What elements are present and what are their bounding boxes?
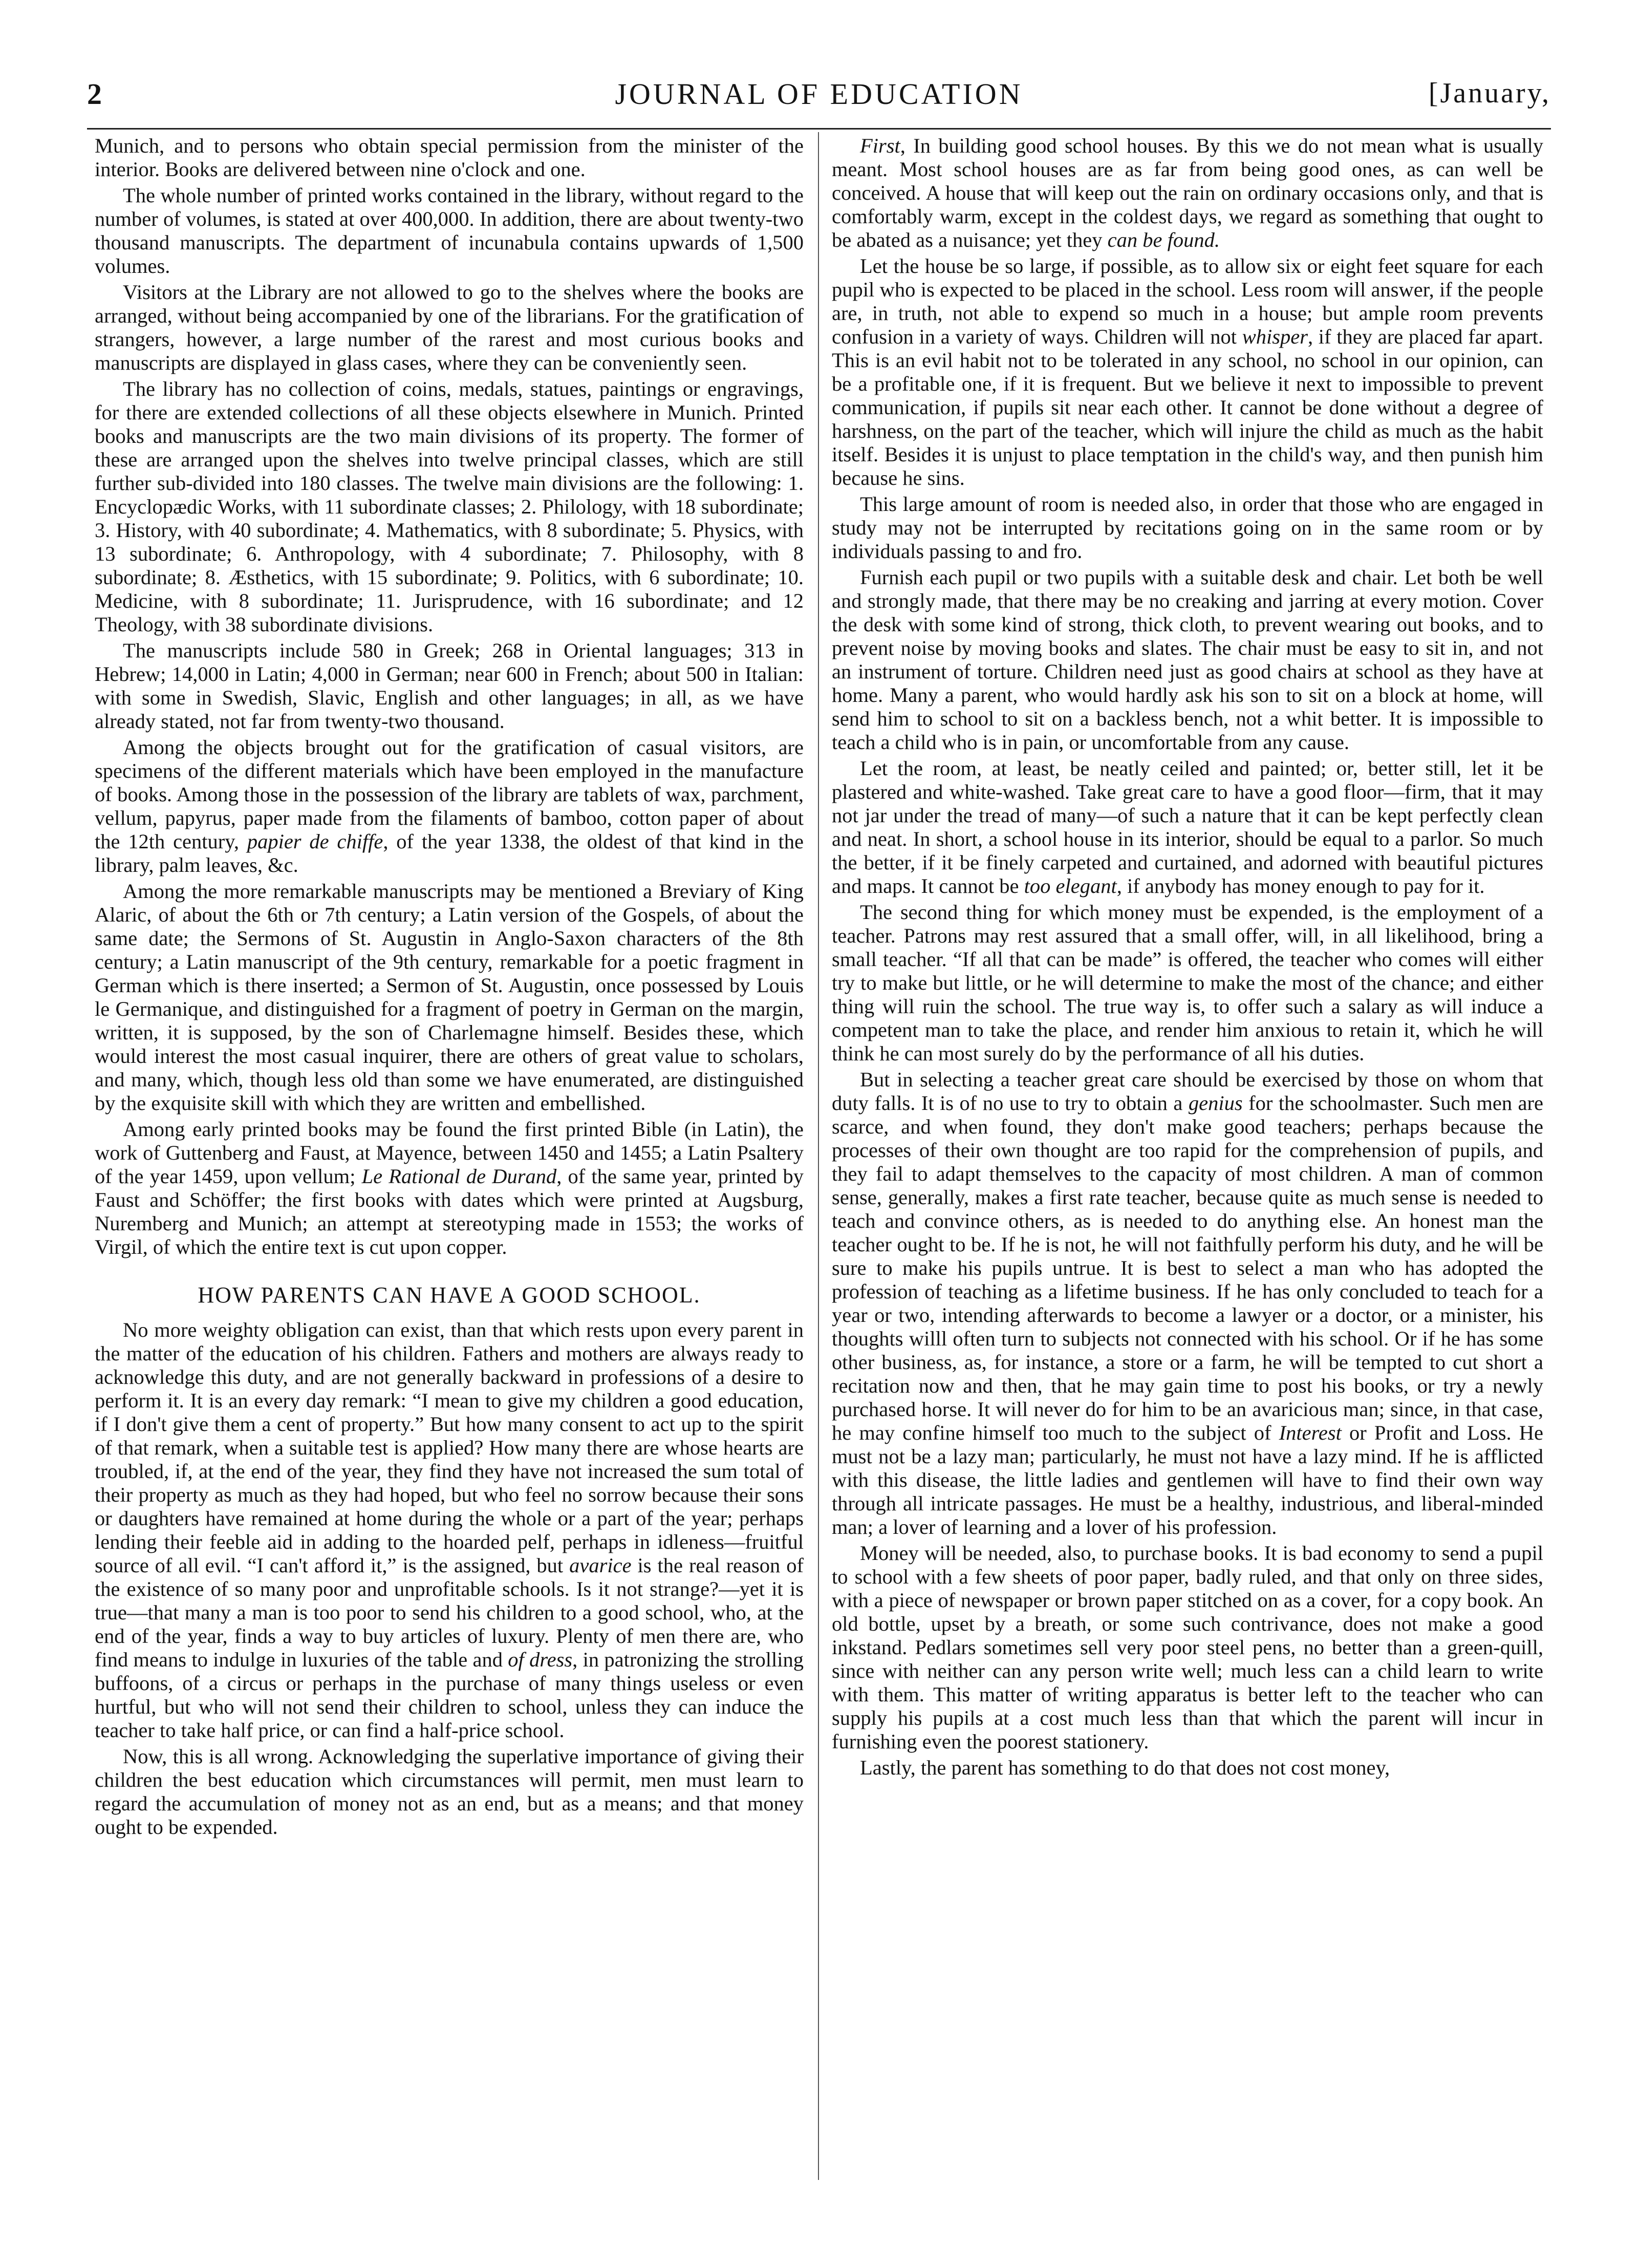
paragraph: No more weighty obligation can exist, than that which rests upon every parent in the matter of the education of his children. Fathers and mothers are always ready to acknowledge this duty, and are not generally backward in professions of a desire to perform it. It is an every day remark: “I mean to give my children a good education, if I don't give them a cent of property.” But how many consent to act up to the spirit of that remark, when a suitable test is applied? How many there are whose hearts are troubled, if, at the end of the year, they find they have not increased the sum total of their property as much as they had hoped, but who feel no sorrow because their sons or daughters have remained at home during the whole or a part of the year; perhaps lending their feeble aid in adding to the hoarded pelf, perhaps in idleness—fruitful source of all evil. “I can't afford it,” is the assigned, but avarice is the real reason of the existence of so many poor and unprofitable schools. Is it not strange?—yet it is true—that many a man is too poor to send his children to a good school, who, at the end of the year, finds a way to buy articles of luxury. Plenty of men there are, who find means to indulge in luxuries of the table and of dress, in patronizing the strolling buffoons, of a circus or perhaps in the purchase of many things useless or even hurtful, but who will not send their children to school, unless they can induce the teacher to take half price, or can find a half-price school.	[95, 1318, 804, 1742]
italic-text: can be found.	[1107, 228, 1220, 251]
left-column	[95, 134, 804, 1839]
paragraph: Let the room, at least, be neatly ceiled and painted; or, better still, let it be plastered and white-washed. Take great care to have a good floor—firm, that it may not jar under the tread of many—of such a nature that it can be kept perfectly clean and neat. In short, a school house in its interior, should be equal to a parlor. So much the better, if it be finely carpeted and curtained, and adorned with beautiful pictures and maps. It cannot be too elegant, if anybody has money enough to pay for it.	[832, 757, 1543, 897]
paragraph: Lastly, the parent has something to do that does not cost money,	[860, 1756, 1390, 1779]
paragraph: But in selecting a teacher great care should be exercised by those on whom that duty falls. It is of no use to try to obtain a genius for the schoolmaster. Such men are scarce, and when found, they don't make good teachers; perhaps because the processes of their own thought are too rapid for the comprehension of pupils, and they fail to adapt themselves to the capacity of most children. A man of common sense, generally, makes a first rate teacher, because quite as much sense is needed to teach and convince others, as is needed to do anything else. An honest man the teacher ought to be. If he is not, he will not faithfully perform his duty, and he will be sure to make his pupils untrue. It is best to select a man who has adopted the profession of teaching as a lifetime business. If he has only concluded to teach for a year or two, intending afterwards to become a lawyer or a doctor, or a minister, his thoughts willl often turn to subjects not connected with his school. Or if he has some other business, as, for instance, a store or a farm, he will be tempted to cut short a recitation now and then, that he may gain time to post his books, or try a newly purchased horse. It will never do for him to be an avaricious man; since, in that case, he may confine himself too much to the subject of Interest or Profit and Loss. He must not be a lazy man; particularly, he must not have a lazy mind. If he is afflicted with this disease, the little ladies and gentlemen will have to find their own way through all intricate passages. He must be a healthy, industrious, and liberal-minded man; a lover of learning and a lover of his profession.	[832, 1068, 1544, 1538]
paragraph: The library has no collection of coins, medals, statues, paintings or engravings, for there are extended collections of all these objects elsewhere in Munich. Printed books and manuscripts are the two main divisions of its property. The former of these are arranged upon the shelves into twelve principal classes, which are still further sub-divided into 180 classes. The twelve main divisions are the following: 1. Encyclopædic Works, with 11 subordinate classes; 2. Philology, with 18 subordinate; 3. History, with 40 subordinate; 4. Mathematics, with 8 subordinate; 5. Physics, with 13 subordinate; 6. Anthropology, with 4 subordinate; 7. Philosophy, with 8 subordinate; 8. Æsthetics, with 15 subordinate; 9. Politics, with 6 subordinate; 10. Medicine, with 8 subordinate; 11. Jurisprudence, with 16 subordinate; and 12 Theology, with 38 subordinate divisions.	[95, 377, 804, 636]
paragraph: Now, this is all wrong. Acknowledging the superlative importance of giving their children the best education which circumstances will permit, men must learn to regard the accumulation of money not as an end, but as a means; and that money ought to be expended.	[95, 1745, 804, 1838]
paragraph: This large amount of room is needed also, in order that those who are engaged in study may not be interrupted by recitations going on in the same room or by individuals passing to and fro.	[832, 493, 1543, 563]
italic-text: Interest	[1279, 1421, 1342, 1444]
paragraph: Visitors at the Library are not allowed to go to the shelves where the books are arranged, without being accompanied by one of the librarians. For the gratification of strangers, however, a large number of the rarest and most curious books and manuscripts are displayed in glass cases, where they can be conveniently seen.	[95, 281, 804, 374]
page-header	[87, 77, 1551, 118]
paragraph: First, In building good school houses. By this we do not mean what is usually meant. Most school houses are as far from being good ones, as can well be conceived. A house that will keep out the rain on ordinary occasions only, and that is comfortably warm, except in the coldest days, we regard as something that ought to be abated as a nuisance; yet they can be found.	[832, 134, 1543, 251]
paragraph: The whole number of printed works contained in the library, without regard to the number of volumes, is stated at over 400,000. In addition, there are about twenty-two thousand manuscripts. The department of incunabula contains upwards of 1,500 volumes.	[95, 184, 804, 277]
italic-text: of dress	[508, 1648, 573, 1671]
italic-text: too elegant	[1024, 874, 1117, 897]
paragraph: Furnish each pupil or two pupils with a suitable desk and chair. Let both be well and strongly made, that there may be no creaking and jarring at every motion. Cover the desk with some kind of strong, thick cloth, to prevent wearing out books, and to prevent noise by moving books and slates. The chair must be easy to sit in, and not an instrument of torture. Children need just as good chairs at school as they have at home. Many a parent, who would hardly ask his son to sit on a block at home, will send him to school to sit on a backless bench, not a whit better. It is impossible to teach a child who is in pain, or uncomfortable from any cause.	[832, 566, 1543, 754]
section-heading: HOW PARENTS CAN HAVE A GOOD SCHOOL.	[198, 1282, 701, 1308]
paragraph: Let the house be so large, if possible, as to allow six or eight feet square for each pupil who is expected to be placed in the school. Less room will answer, if the people are, in truth, not able to expend so much in a house; but ample room prevents confusion in a variety of ways. Children will not whisper, if they are placed far apart. This is an evil habit not to be tolerated in any school, no school in our opinion, can be a profitable one, if it is frequent. But we believe it next to impossible to prevent communication, if pupils sit near each other. It cannot be done without a degree of harshness, on the part of the teacher, which will injure the child as much as the habit itself. Besides it is unjust to place temptation in the child's way, and then punish him because he sins.	[832, 254, 1544, 489]
italic-text: avarice	[569, 1554, 632, 1577]
journal-title: JOURNAL OF EDUCATION	[615, 77, 1023, 111]
column-divider	[818, 132, 819, 2180]
paragraph: Money will be needed, also, to purchase books. It is bad economy to send a pupil to school with a few sheets of poor paper, badly ruled, and that only on three sides, with a piece of newspaper or brown paper stitched on as a cover, for a copy book. An old bottle, upset by a breath, or some such contrivance, does not make a good inkstand. Pedlars sometimes sell very poor steel pens, no better than a green-quill, since with neither can any person write well; much less can a child learn to write with them. This matter of writing apparatus is better left to the teacher who can supply his pupils at a cost much less than that which the parent will incur in furnishing even the poorest stationery.	[832, 1542, 1543, 1753]
italic-text: genius	[1188, 1092, 1243, 1115]
italic-text: papier de chiffe	[247, 830, 383, 853]
header-rule	[87, 128, 1551, 130]
italic-text: Le Rational de Durand	[361, 1165, 557, 1188]
paragraph: The manuscripts include 580 in Greek; 268 in Oriental languages; 313 in Hebrew; 14,000 in Latin; 4,000 in German; near 600 in French; about 500 in Italian: with some in Swedish, Slavic, English and other languages; in all, as we have already stated, not far from twenty-two thousand.	[95, 639, 804, 733]
right-column	[832, 134, 1543, 1780]
paragraph: Munich, and to persons who obtain special permission from the minister of the interior. Books are delivered between nine o'clock and one.	[95, 134, 804, 181]
paragraph: The second thing for which money must be expended, is the employment of a teacher. Patrons may rest assured that a small offer, will, in all likelihood, bring a small teacher. “If all that can be made” is offered, the teacher who comes will either try to make but little, or he will determine to make the most of the chance; and either thing will ruin the school. The true way is, to offer such a salary as will induce a competent man to take the place, and render him anxious to retain it, which he will think he can most surely do by the performance of all his duties.	[832, 901, 1543, 1065]
paragraph: Among early printed books may be found the first printed Bible (in Latin), the work of Guttenberg and Faust, at Mayence, between 1450 and 1455; a Latin Psaltery of the year 1459, upon vellum; Le Rational de Durand, of the same year, printed by Faust and Schöffer; the first books with dates which were printed at Augsburg, Nuremberg and Munich; an attempt at stereotyping made in 1553; the works of Virgil, of which the entire text is cut upon copper.	[95, 1118, 804, 1258]
italic-text: First	[860, 134, 900, 157]
italic-text: whisper	[1242, 325, 1308, 348]
paragraph: Among the more remarkable manuscripts may be mentioned a Breviary of King Alaric, of about the 6th or 7th century; a Latin version of the Gospels, of about the same date; the Sermons of St. Augustin in Anglo-Saxon characters of the 8th century; a Latin manuscript of the 9th century, remarkable for a poetic fragment in German which is there inserted; a Sermon of St. Augustin, once possessed by Louis le Germanique, and distinguished for a fragment of poetry in German on the margin, written, it is supposed, by the son of Charlemagne himself. Besides these, which would interest the most casual inquirer, there are others of great value to scholars, and many, which, though less old than some we have enumerated, are distinguished by the exquisite skill with which they are written and embellished.	[95, 880, 804, 1115]
issue-month: [January,	[1428, 77, 1551, 109]
page-number: 2	[87, 77, 102, 111]
paragraph: Among the objects brought out for the gratification of casual visitors, are specimens of the different materials which have been employed in the manufacture of books. Among those in the possession of the library are tablets of wax, parchment, vellum, papyrus, paper made from the filaments of bamboo, cotton paper of about the 12th century, papier de chiffe, of the year 1338, the oldest of that kind in the library, palm leaves, &c.	[95, 736, 804, 876]
